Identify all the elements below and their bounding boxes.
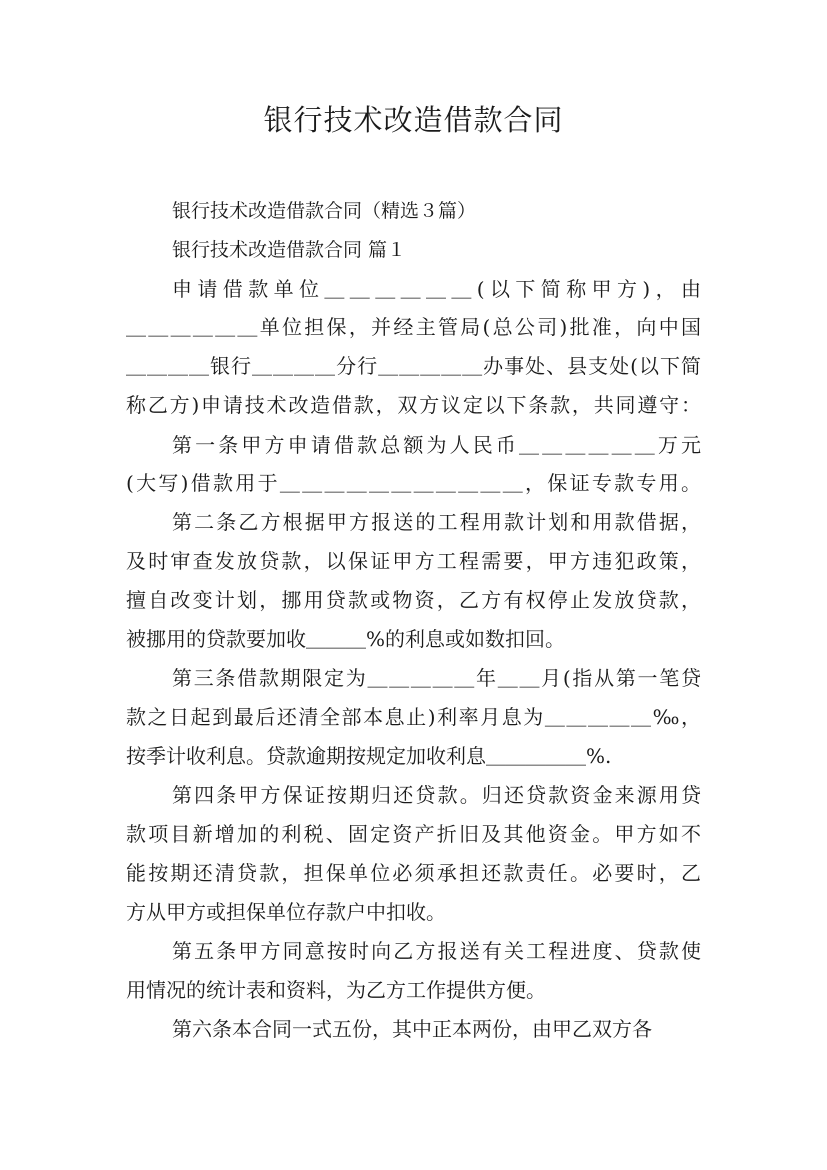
body-line: 第二条乙方根据甲方报送的工程用款计划和用款借据， <box>172 510 701 534</box>
body-line: 能按期还清贷款，担保单位必须承担还款责任。必要时，乙 <box>126 861 701 885</box>
body-line: ＿＿＿＿＿＿单位担保，并经主管局(总公司)批准，向中国 <box>126 315 701 339</box>
body-line: 被挪用的贷款要加收＿＿＿%的利息或如数扣回。 <box>126 627 566 651</box>
document-subtitle: 银行技术改造借款合同（精选３篇） <box>172 200 477 222</box>
body-line: 第三条借款期限定为＿＿＿＿＿年＿＿月(指从第一笔贷 <box>172 666 701 690</box>
body-line: 款之日起到最后还清全部本息止)利率月息为＿＿＿＿＿‰， <box>126 705 701 729</box>
body-line: 第四条甲方保证按期归还贷款。归还贷款资金来源用贷 <box>172 783 701 807</box>
section-heading: 银行技术改造借款合同 篇１ <box>172 239 407 261</box>
body-line: 用情况的统计表和资料，为乙方工作提供方便。 <box>126 978 546 1002</box>
body-line: 及时审查发放贷款，以保证甲方工程需要，甲方违犯政策， <box>126 549 701 573</box>
document-title: 银行技术改造借款合同 <box>263 103 564 137</box>
body-line: 款项目新增加的利税、固定资产折旧及其他资金。甲方如不 <box>126 822 701 846</box>
body-line: (大写)借款用于＿＿＿＿＿＿＿＿＿＿＿，保证专款专用。 <box>126 471 701 495</box>
body-line: 按季计收利息。贷款逾期按规定加收利息＿＿＿＿＿%. <box>126 744 612 768</box>
body-line: 第五条甲方同意按时向乙方报送有关工程进度、贷款使 <box>172 939 701 963</box>
body-line: 申请借款单位＿＿＿＿＿＿(以下简称甲方)，由 <box>172 277 701 301</box>
body-line: ＿＿＿＿银行＿＿＿＿分行＿＿＿＿＿办事处、县支处(以下简 <box>126 354 701 378</box>
body-line: 称乙方)申请技术改造借款，双方议定以下条款，共同遵守： <box>126 393 701 417</box>
body-line: 第六条本合同一式五份，其中正本两份，由甲乙双方各 <box>172 1017 652 1041</box>
body-line: 第一条甲方申请借款总额为人民币＿＿＿＿＿＿万元 <box>172 433 701 457</box>
body-line: 方从甲方或担保单位存款户中扣收。 <box>126 900 446 924</box>
body-line: 擅自改变计划，挪用贷款或物资，乙方有权停止发放贷款， <box>126 588 701 612</box>
